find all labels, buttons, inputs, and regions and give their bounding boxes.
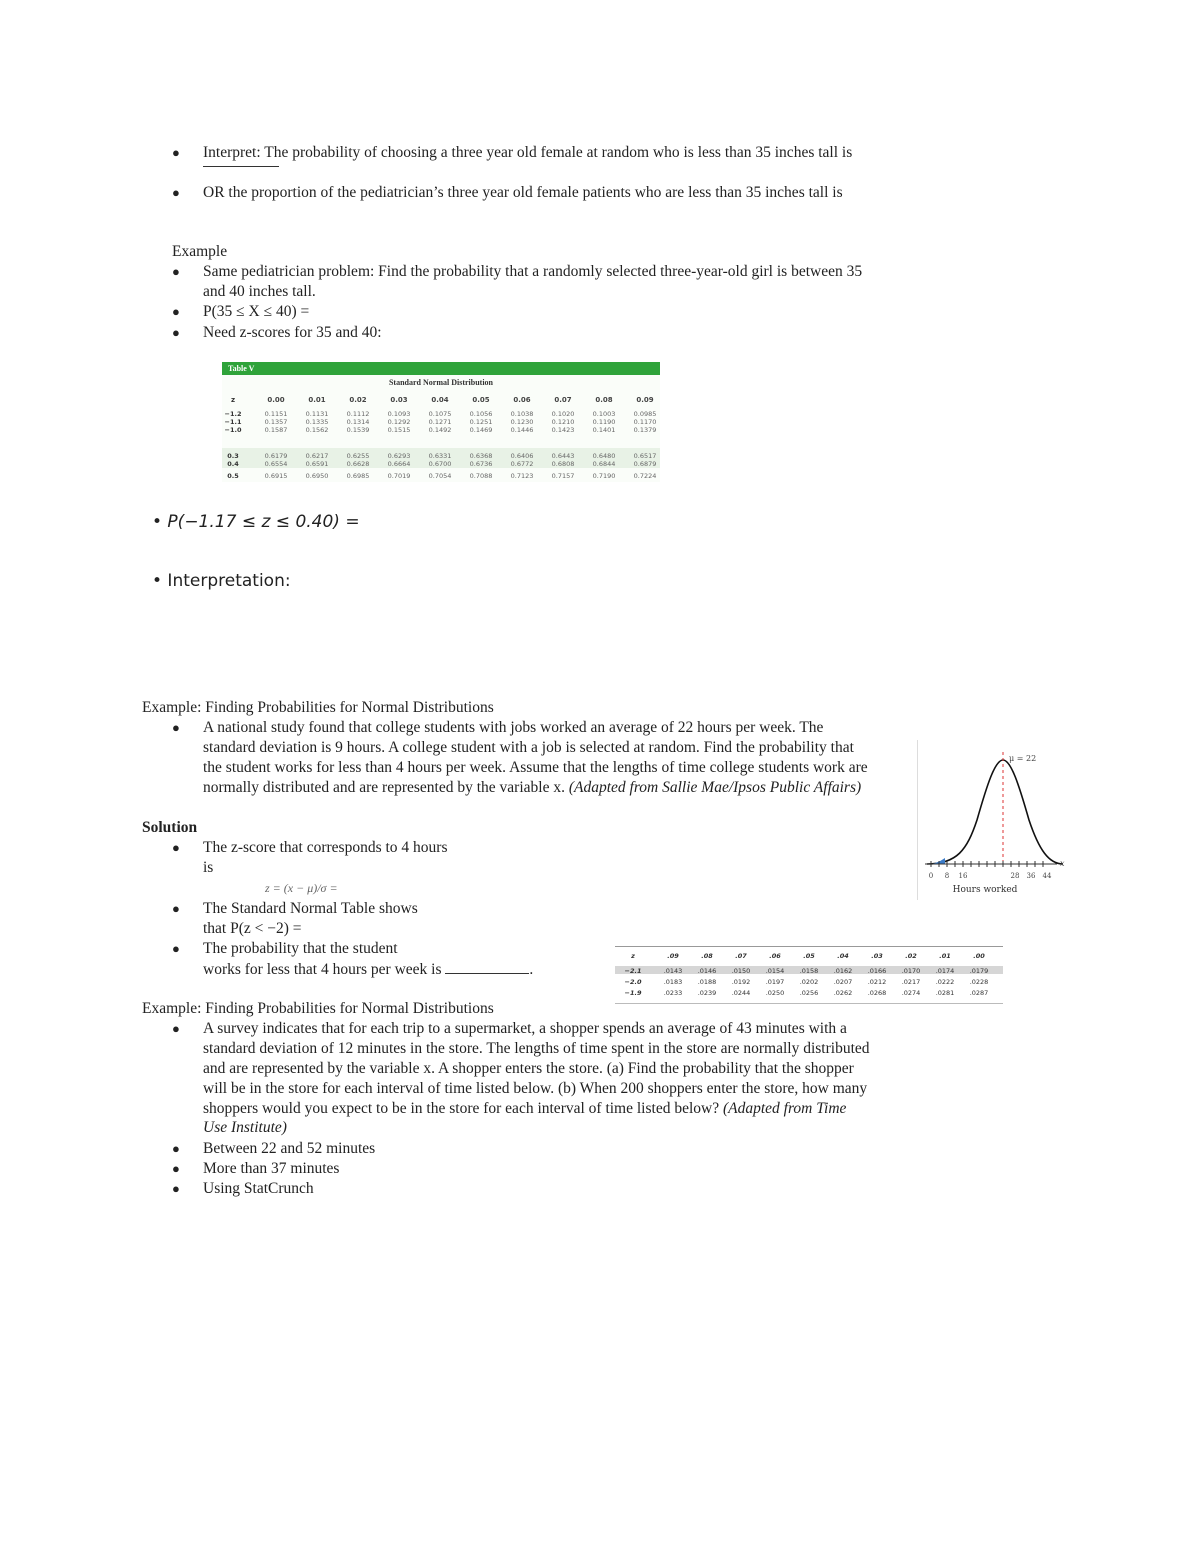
table-cell: 0.0985	[633, 410, 657, 418]
table-cell: 0.6879	[633, 460, 657, 468]
table-column-header: .08	[701, 952, 713, 960]
example-heading: Example	[172, 243, 228, 260]
z-score-note: Need z-scores for 35 and 40:	[203, 324, 382, 341]
bullet: ●	[172, 145, 180, 160]
table-column-header: 0.06	[513, 396, 531, 404]
table-column-header: 0.09	[636, 396, 654, 404]
table-row-z: −2.0	[624, 978, 642, 986]
table-cell: 0.1251	[469, 418, 493, 426]
table-cell: 0.1038	[510, 410, 534, 418]
example3-line5	[203, 1099, 846, 1119]
table-cell: 0.6406	[510, 452, 534, 460]
table-row-z: −1.2	[224, 410, 242, 418]
table-cell: 0.6915	[264, 472, 288, 480]
solution-line6-text: works for less that 4 hours per week is	[203, 961, 442, 978]
bullet: ●	[172, 1141, 180, 1156]
table-cell: 0.6772	[510, 460, 534, 468]
table-cell: .0150	[731, 967, 751, 975]
table-row-z: −1.9	[624, 989, 642, 997]
table-row-z: 0.3	[227, 452, 239, 460]
table-cell: 0.1423	[551, 426, 575, 434]
interpretation-label: • Interpretation:	[152, 571, 291, 591]
table-cell: 0.6808	[551, 460, 575, 468]
table-cell: 0.6179	[264, 452, 288, 460]
table-cell: 0.1539	[346, 426, 370, 434]
table-cell: .0281	[935, 989, 955, 997]
mu-label: μ = 22	[1009, 754, 1037, 763]
tick-label: 36	[1026, 872, 1036, 880]
table-cell: 0.7019	[387, 472, 411, 480]
table-cell: .0197	[765, 978, 785, 986]
table-cell: 0.6217	[305, 452, 329, 460]
table-cell: 0.1131	[305, 410, 329, 418]
axis-label: Hours worked	[952, 885, 1018, 895]
table-cell: .0170	[901, 967, 921, 975]
tick-label: 0	[928, 872, 934, 880]
table-cell: .0217	[901, 978, 921, 986]
example2-line4	[203, 778, 861, 798]
table-cell: 0.1292	[387, 418, 411, 426]
table-cell: 0.6844	[592, 460, 616, 468]
x-variable: x	[1060, 859, 1065, 868]
table-cell: .0233	[663, 989, 683, 997]
z-formula: z = (x − μ)/σ =	[265, 881, 338, 895]
bullet: ●	[172, 840, 180, 855]
example2-line1: A national study found that college students with jobs worked an average of 22 hours per week. The	[203, 719, 824, 736]
table-z-header: z	[631, 952, 635, 960]
table-cell: .0222	[935, 978, 955, 986]
bullet: ●	[172, 720, 180, 735]
shaded-tail	[927, 858, 945, 864]
bullet: ●	[172, 1181, 180, 1196]
table-cell: .0262	[833, 989, 853, 997]
standard-normal-table	[222, 362, 660, 482]
tick-label: 16	[958, 872, 968, 880]
table-cell: .0162	[833, 967, 853, 975]
example2-heading: Example: Finding Probabilities for Normal Distributions	[142, 699, 494, 716]
interval-item: More than 37 minutes	[203, 1160, 340, 1177]
table-cell: .0228	[969, 978, 989, 986]
table-row-z: 0.4	[227, 460, 239, 468]
table-cell: 0.1020	[551, 410, 575, 418]
z-table-excerpt	[615, 946, 1003, 1002]
example3-line1: A survey indicates that for each trip to a supermarket, a shopper spends an average of 43 minutes with a	[203, 1020, 847, 1037]
solution-line6: works for less that 4 hours per week is .	[203, 961, 534, 978]
table-cell: 0.7157	[551, 472, 575, 480]
table-label: Table V	[228, 364, 255, 373]
example1-line1: Same pediatrician problem: Find the probability that a randomly selected three-year-old girl is between 35	[203, 263, 863, 280]
table-cell: 0.6331	[428, 452, 452, 460]
table-cell: .0143	[663, 967, 683, 975]
table-cell: .0244	[731, 989, 751, 997]
table-cell: .0188	[697, 978, 717, 986]
table-cell: 0.1562	[305, 426, 329, 434]
tick-label: 44	[1042, 872, 1052, 880]
bullet: ●	[172, 1161, 180, 1176]
table-column-header: .05	[803, 952, 815, 960]
table-cell: 0.6554	[264, 460, 288, 468]
table-cell: 0.1170	[633, 418, 657, 426]
table-cell: 0.1112	[346, 410, 370, 418]
table-column-header: .03	[871, 952, 883, 960]
interpret-text: Interpret: The probability of choosing a three year old female at random who is less than 35 inches tall is	[203, 144, 853, 161]
table-cell: .0256	[799, 989, 819, 997]
table-cell: .0207	[833, 978, 853, 986]
table-cell: 0.6591	[305, 460, 329, 468]
solution-heading: Solution	[142, 819, 198, 836]
table-cell: 0.6368	[469, 452, 493, 460]
table-cell: .0179	[969, 967, 989, 975]
example2-line2: standard deviation is 9 hours. A college student with a job is selected at random. Find the probability that	[203, 739, 854, 756]
table-cell: 0.7190	[592, 472, 616, 480]
table-column-header: 0.01	[308, 396, 326, 404]
bullet: ●	[172, 1021, 180, 1036]
table-cell: 0.1093	[387, 410, 411, 418]
table-cell: 0.1357	[264, 418, 288, 426]
table-cell: .0274	[901, 989, 921, 997]
table-column-header: 0.02	[349, 396, 367, 404]
table-column-header: 0.00	[267, 396, 285, 404]
table-cell: 0.1190	[592, 418, 616, 426]
table-cell: .0146	[697, 967, 717, 975]
bell-curve	[927, 760, 1063, 864]
table-cell: 0.7224	[633, 472, 657, 480]
probability-expression: • P(−1.17 ≤ z ≤ 0.40) =	[152, 512, 360, 532]
bullet: ●	[172, 185, 180, 200]
table-cell: 0.6443	[551, 452, 575, 460]
probability-statement: P(35 ≤ X ≤ 40) =	[203, 303, 310, 320]
table-cell: 0.6985	[346, 472, 370, 480]
solution-line1: The z-score that corresponds to 4 hours	[203, 839, 448, 856]
example2-line4-text: normally distributed and are represented by the variable x.	[203, 779, 569, 796]
table-cell: .0192	[731, 978, 751, 986]
table-cell: .0287	[969, 989, 989, 997]
table-z-header: z	[230, 396, 236, 404]
table-cell: 0.6517	[633, 452, 657, 460]
table-column-header: .06	[769, 952, 781, 960]
example2-source: (Adapted from Sallie Mae/Ipsos Public Affairs)	[568, 779, 862, 796]
table-column-header: .00	[973, 952, 985, 960]
answer-blank	[203, 166, 279, 167]
table-column-header: .07	[735, 952, 747, 960]
table-column-header: 0.07	[554, 396, 572, 404]
table-cell: 0.1003	[592, 410, 616, 418]
solution-line3: The Standard Normal Table shows	[203, 900, 418, 917]
table-cell: 0.7088	[469, 472, 493, 480]
table-column-header: .09	[667, 952, 679, 960]
table-column-header: .01	[939, 952, 951, 960]
interval-item: Between 22 and 52 minutes	[203, 1140, 376, 1157]
table-column-header: .02	[905, 952, 917, 960]
table-cell: 0.1515	[387, 426, 411, 434]
table-cell: .0212	[867, 978, 887, 986]
answer-blank	[445, 959, 529, 974]
table-cell: .0183	[663, 978, 683, 986]
tick-label: 28	[1010, 872, 1020, 880]
table-cell: 0.6255	[346, 452, 370, 460]
example3-line5-text: shoppers would you expect to be in the store for each interval of time listed below?	[203, 1100, 723, 1117]
table-cell: 0.1056	[469, 410, 493, 418]
table-cell: 0.6664	[387, 460, 411, 468]
table-cell: 0.6950	[305, 472, 329, 480]
example2-line3: the student works for less than 4 hours per week. Assume that the lengths of time college students work are	[203, 759, 868, 776]
bullet: ●	[172, 325, 180, 340]
table-cell: 0.6480	[592, 452, 616, 460]
table-column-header: 0.04	[431, 396, 449, 404]
table-cell: .0174	[935, 967, 955, 975]
table-cell: 0.1492	[428, 426, 452, 434]
solution-line2: is	[203, 859, 214, 876]
table-cell: 0.1335	[305, 418, 329, 426]
table-title-bar	[222, 362, 660, 375]
example3-heading: Example: Finding Probabilities for Normal Distributions	[142, 1000, 494, 1017]
table-cell: 0.6628	[346, 460, 370, 468]
example3-line6: Use Institute)	[203, 1119, 287, 1136]
table-cell: .0158	[799, 967, 819, 975]
example3-line3: and are represented by the variable x. A shopper enters the store. (a) Find the probability that the shopper	[203, 1060, 854, 1077]
table-row-z: −1.1	[224, 418, 242, 426]
table-cell: 0.1379	[633, 426, 657, 434]
table-cell: 0.1401	[592, 426, 616, 434]
interval-item: Using StatCrunch	[203, 1180, 314, 1197]
table-row-z: −2.1	[624, 967, 642, 975]
table-column-header: 0.08	[595, 396, 613, 404]
table-cell: 0.1314	[346, 418, 370, 426]
table-cell: .0268	[867, 989, 887, 997]
bullet: ●	[172, 304, 180, 319]
tick-label: 8	[944, 872, 950, 880]
bullet: ●	[172, 941, 180, 956]
table-cell: 0.1446	[510, 426, 534, 434]
table-cell: 0.1075	[428, 410, 452, 418]
table-cell: .0239	[697, 989, 717, 997]
table-row-z: −1.0	[224, 426, 242, 434]
table-cell: 0.6293	[387, 452, 411, 460]
example3-source: (Adapted from Time	[722, 1100, 847, 1117]
bullet: ●	[172, 901, 180, 916]
table-cell: .0250	[765, 989, 785, 997]
example1-line2: and 40 inches tall.	[203, 283, 316, 300]
table-cell: 0.1587	[264, 426, 288, 434]
table-cell: 0.6736	[469, 460, 493, 468]
example3-line2: standard deviation of 12 minutes in the store. The lengths of time spent in the store are normally distributed	[203, 1040, 870, 1057]
bullet: ●	[172, 264, 180, 279]
table-cell: 0.1271	[428, 418, 452, 426]
solution-line5: The probability that the student	[203, 940, 398, 957]
table-caption: Standard Normal Distribution	[388, 378, 493, 387]
table-column-header: 0.05	[472, 396, 490, 404]
table-cell: .0166	[867, 967, 887, 975]
proportion-text: OR the proportion of the pediatrician’s three year old female patients who are less than 35 inches tall is	[203, 184, 843, 201]
table-cell: 0.1210	[551, 418, 575, 426]
table-cell: 0.6700	[428, 460, 452, 468]
solution-line4: that P(z < −2) =	[203, 920, 302, 937]
table-cell: 0.7054	[428, 472, 452, 480]
normal-curve-figure	[917, 740, 1067, 902]
table-cell: 0.7123	[510, 472, 534, 480]
table-cell: 0.1151	[264, 410, 288, 418]
table-cell: 0.1469	[469, 426, 493, 434]
table-column-header: .04	[837, 952, 849, 960]
table-cell: 0.1230	[510, 418, 534, 426]
table-cell: .0202	[799, 978, 819, 986]
table-row-z: 0.5	[227, 472, 239, 480]
table-column-header: 0.03	[390, 396, 408, 404]
table-cell: .0154	[765, 967, 785, 975]
example3-line4: will be in the store for each interval of time listed below. (b) When 200 shoppers enter the store, how many	[203, 1080, 868, 1097]
